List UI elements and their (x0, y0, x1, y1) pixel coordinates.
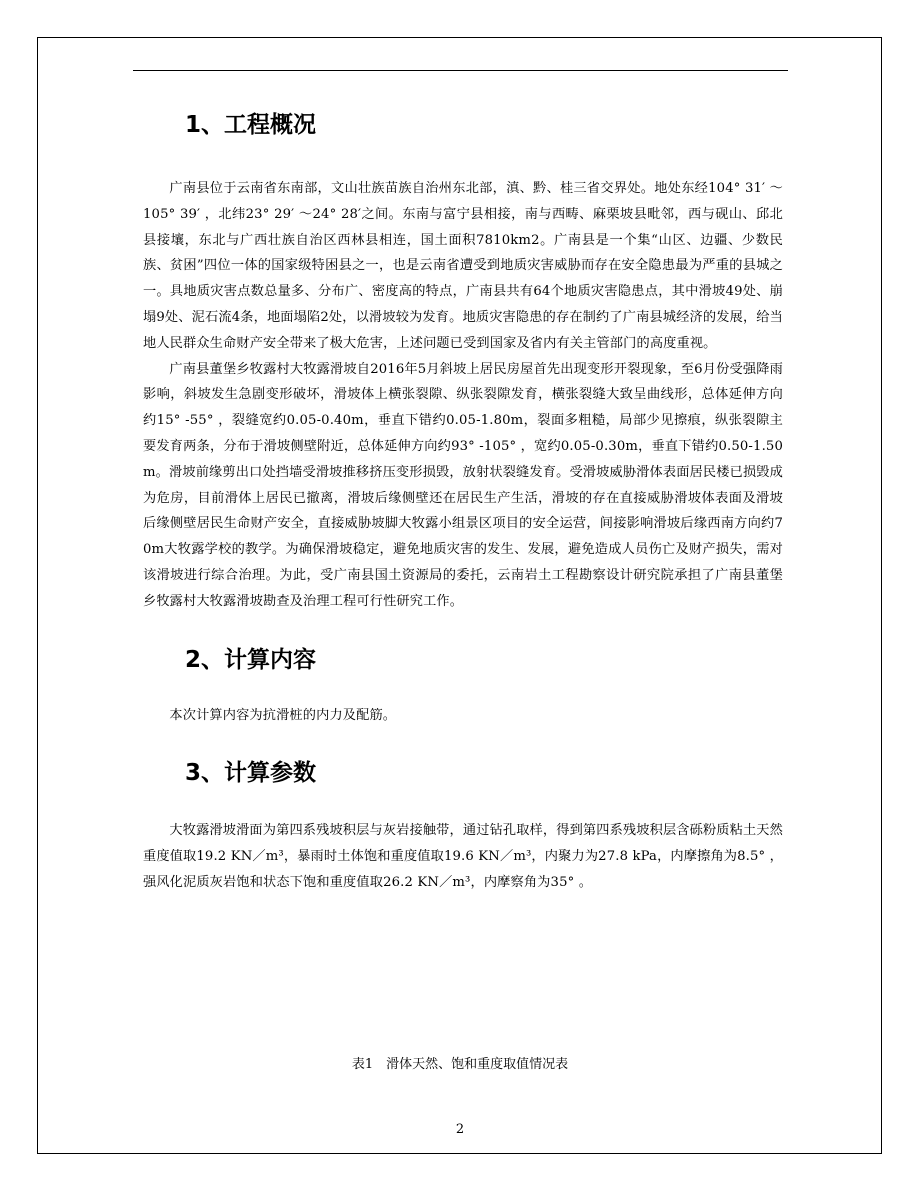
paragraph-calc-content: 本次计算内容为抗滑桩的内力及配筋。 (169, 707, 397, 723)
section-heading-calc-params: 3、计算参数 (185, 760, 317, 787)
document-body (138, 100, 783, 896)
paragraph-overview-2: 广南县董堡乡牧露村大牧露滑坡自2016年5月斜坡上居民房屋首先出现变形开裂现象，至6月份受强降雨影响，斜坡发生急剧变形破坏，滑坡体上横张裂隙、纵张裂隙发育，横张裂缝大致呈曲线形，总体延伸方向约15° -55° ，裂缝宽约0.05-0.40m，垂直下错约0.05-1.80m，裂面多粗糙，局部少见擦痕，纵张裂隙主要发育两条，分布于滑坡侧壁附近，总体延伸方向约93° -105° ，宽约0.05-0.30m，垂直下错约0.50-1.50m。滑坡前缘剪出口处挡墙受滑坡推移挤压变形损毁，放射状裂缝发育。受滑坡威胁滑体表面居民楼已损毁成为危房，目前滑体上居民已撤离，滑坡后缘侧壁还在居民生产生活，滑坡的存在直接威胁滑坡体表面及滑坡后缘侧壁居民生命财产安全，直接威胁坡脚大牧露小组景区项目的安全运营，间接影响滑坡后缘西南方向约70m大牧露学校的教学。为确保滑坡稳定，避免地质灾害的发生、发展，避免造成人员伤亡及财产损失，需对该滑坡进行综合治理。为此，受广南县国土资源局的委托，云南岩土工程勘察设计研究院承担了广南县董堡乡牧露村大牧露滑坡勘查及治理工程可行性研究工作。 (143, 361, 783, 609)
paragraph-overview-1: 广南县位于云南省东南部，文山壮族苗族自治州东北部，滇、黔、桂三省交界处。地处东经104° 31′ ～105° 39′ ，北纬23° 29′ ～24° 28′之间。东南与富宁县相接，南与西畴、麻栗坡县毗邻，西与砚山、邱北县接壤，东北与广西壮族自治区西林县相连，国土面积7810km2。广南县是一个集“山区、边疆、少数民族、贫困”四位一体的国家级特困县之一，也是云南省遭受到地质灾害威胁而存在安全隐患最为严重的县城之一。具地质灾害点数总量多、分布广、密度高的特点，广南县共有64个地质灾害隐患点，其中滑坡49处、崩塌9处、泥石流4条，地面塌陷2处，以滑坡较为发育。地质灾害隐患的存在制约了广南县城经济的发展，给当地人民群众生命财产安全带来了极大危害，上述问题已受到国家及省内有关主管部门的高度重视。 (143, 181, 783, 351)
paragraph-calc-params: 大牧露滑坡滑面为第四系残坡积层与灰岩接触带，通过钻孔取样，得到第四系残坡积层含砾粉质粘土天然重度值取19.2 KN／m³，暴雨时土体饱和重度值取19.6 KN／m³，内聚力为27.8 kPa，内摩擦角为8.5° ，强风化泥质灰岩饱和状态下饱和重度值取26.2 KN／m³，内摩察角为35° 。 (143, 823, 783, 890)
section-heading-calc-content: 2、计算内容 (185, 646, 317, 673)
table-caption: 表1 滑体天然、饱和重度取值情况表 (351, 1057, 569, 1072)
page-number: 2 (455, 1122, 465, 1137)
section-heading-overview: 1、工程概况 (185, 112, 317, 138)
header-rule (133, 70, 788, 71)
